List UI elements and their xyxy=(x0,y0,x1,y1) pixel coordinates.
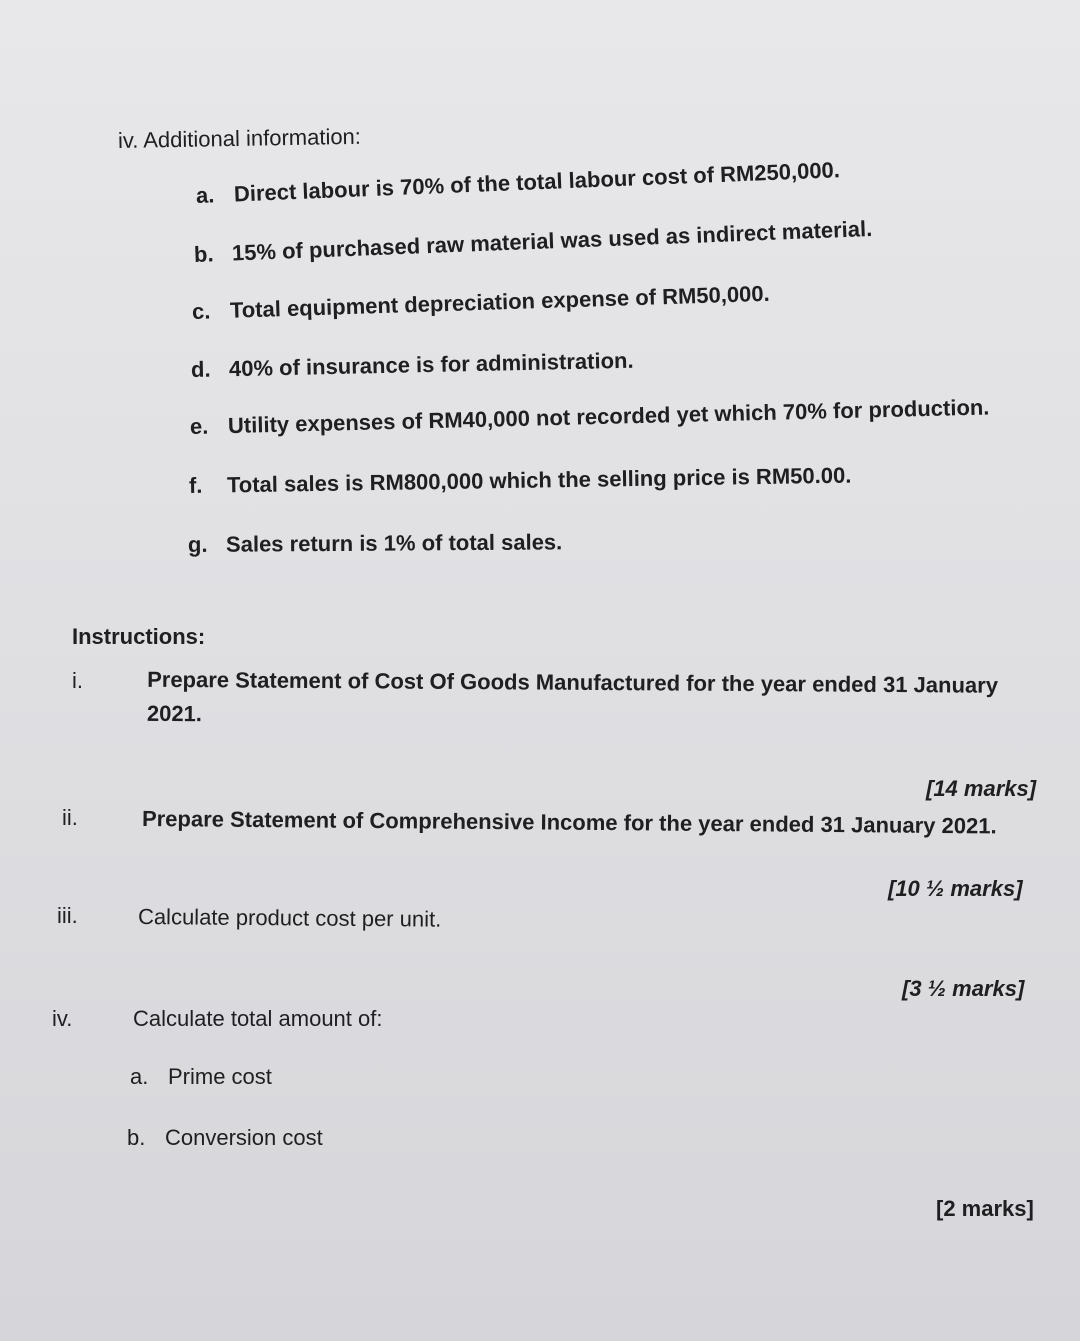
info-text: Total sales is RM800,000 which the selling price is RM50.00. xyxy=(226,462,852,498)
info-marker: d. xyxy=(190,356,211,382)
instruction-number-iii: iii. xyxy=(57,903,78,928)
instruction-text-ii: Prepare Statement of Comprehensive Income for the year ended 31 January 2021. xyxy=(141,806,997,839)
instruction-number-ii: ii. xyxy=(62,805,78,830)
info-item-g xyxy=(188,529,562,558)
info-marker: c. xyxy=(191,298,211,324)
info-marker: f. xyxy=(188,472,203,498)
info-text: 40% of insurance is for administration. xyxy=(228,347,634,382)
info-text: Direct labour is 70% of the total labour cost of RM250,000. xyxy=(233,157,841,207)
subitem-marker: b. xyxy=(127,1125,146,1150)
info-item-a xyxy=(195,157,840,209)
info-text: Total equipment depreciation expense of RM50,000. xyxy=(229,280,771,323)
instruction-text-iv: Calculate total amount of: xyxy=(133,1006,383,1031)
marks-iv: [2 marks] xyxy=(936,1196,1034,1221)
info-text: 15% of purchased raw material was used as indirect material. xyxy=(231,215,873,266)
marks-ii: [10 ½ marks] xyxy=(888,876,1023,901)
marks-i: [14 marks] xyxy=(926,776,1037,801)
info-text: Sales return is 1% of total sales. xyxy=(225,529,563,557)
subitem-marker: a. xyxy=(130,1064,149,1089)
instruction-text-i: Prepare Statement of Cost Of Goods Manufactured for the year ended 31 January 2021. xyxy=(146,666,999,727)
info-item-d xyxy=(191,348,634,383)
info-item-c xyxy=(192,281,770,325)
instructions-heading: Instructions: xyxy=(72,624,206,649)
marks-iii: [3 ½ marks] xyxy=(902,976,1025,1001)
subitem-text: Conversion cost xyxy=(165,1125,323,1150)
instruction-text-iii: Calculate product cost per unit. xyxy=(137,904,442,932)
info-marker: a. xyxy=(195,182,215,208)
info-marker: g. xyxy=(187,531,208,557)
subitem-prime-cost xyxy=(130,1064,272,1090)
additional-info-heading: iv. Additional information: xyxy=(117,123,362,153)
instruction-number-iv: iv. xyxy=(52,1006,73,1031)
subitem-text: Prime cost xyxy=(168,1064,272,1089)
subitem-conversion-cost xyxy=(127,1125,323,1151)
info-item-b xyxy=(194,216,873,268)
info-text: Utility expenses of RM40,000 not recorded yet which 70% for production. xyxy=(227,394,990,439)
instruction-number-i: i. xyxy=(72,668,83,693)
info-marker: e. xyxy=(189,413,209,439)
info-item-e xyxy=(190,394,990,440)
info-item-f xyxy=(189,463,852,499)
info-marker: b. xyxy=(193,241,215,267)
